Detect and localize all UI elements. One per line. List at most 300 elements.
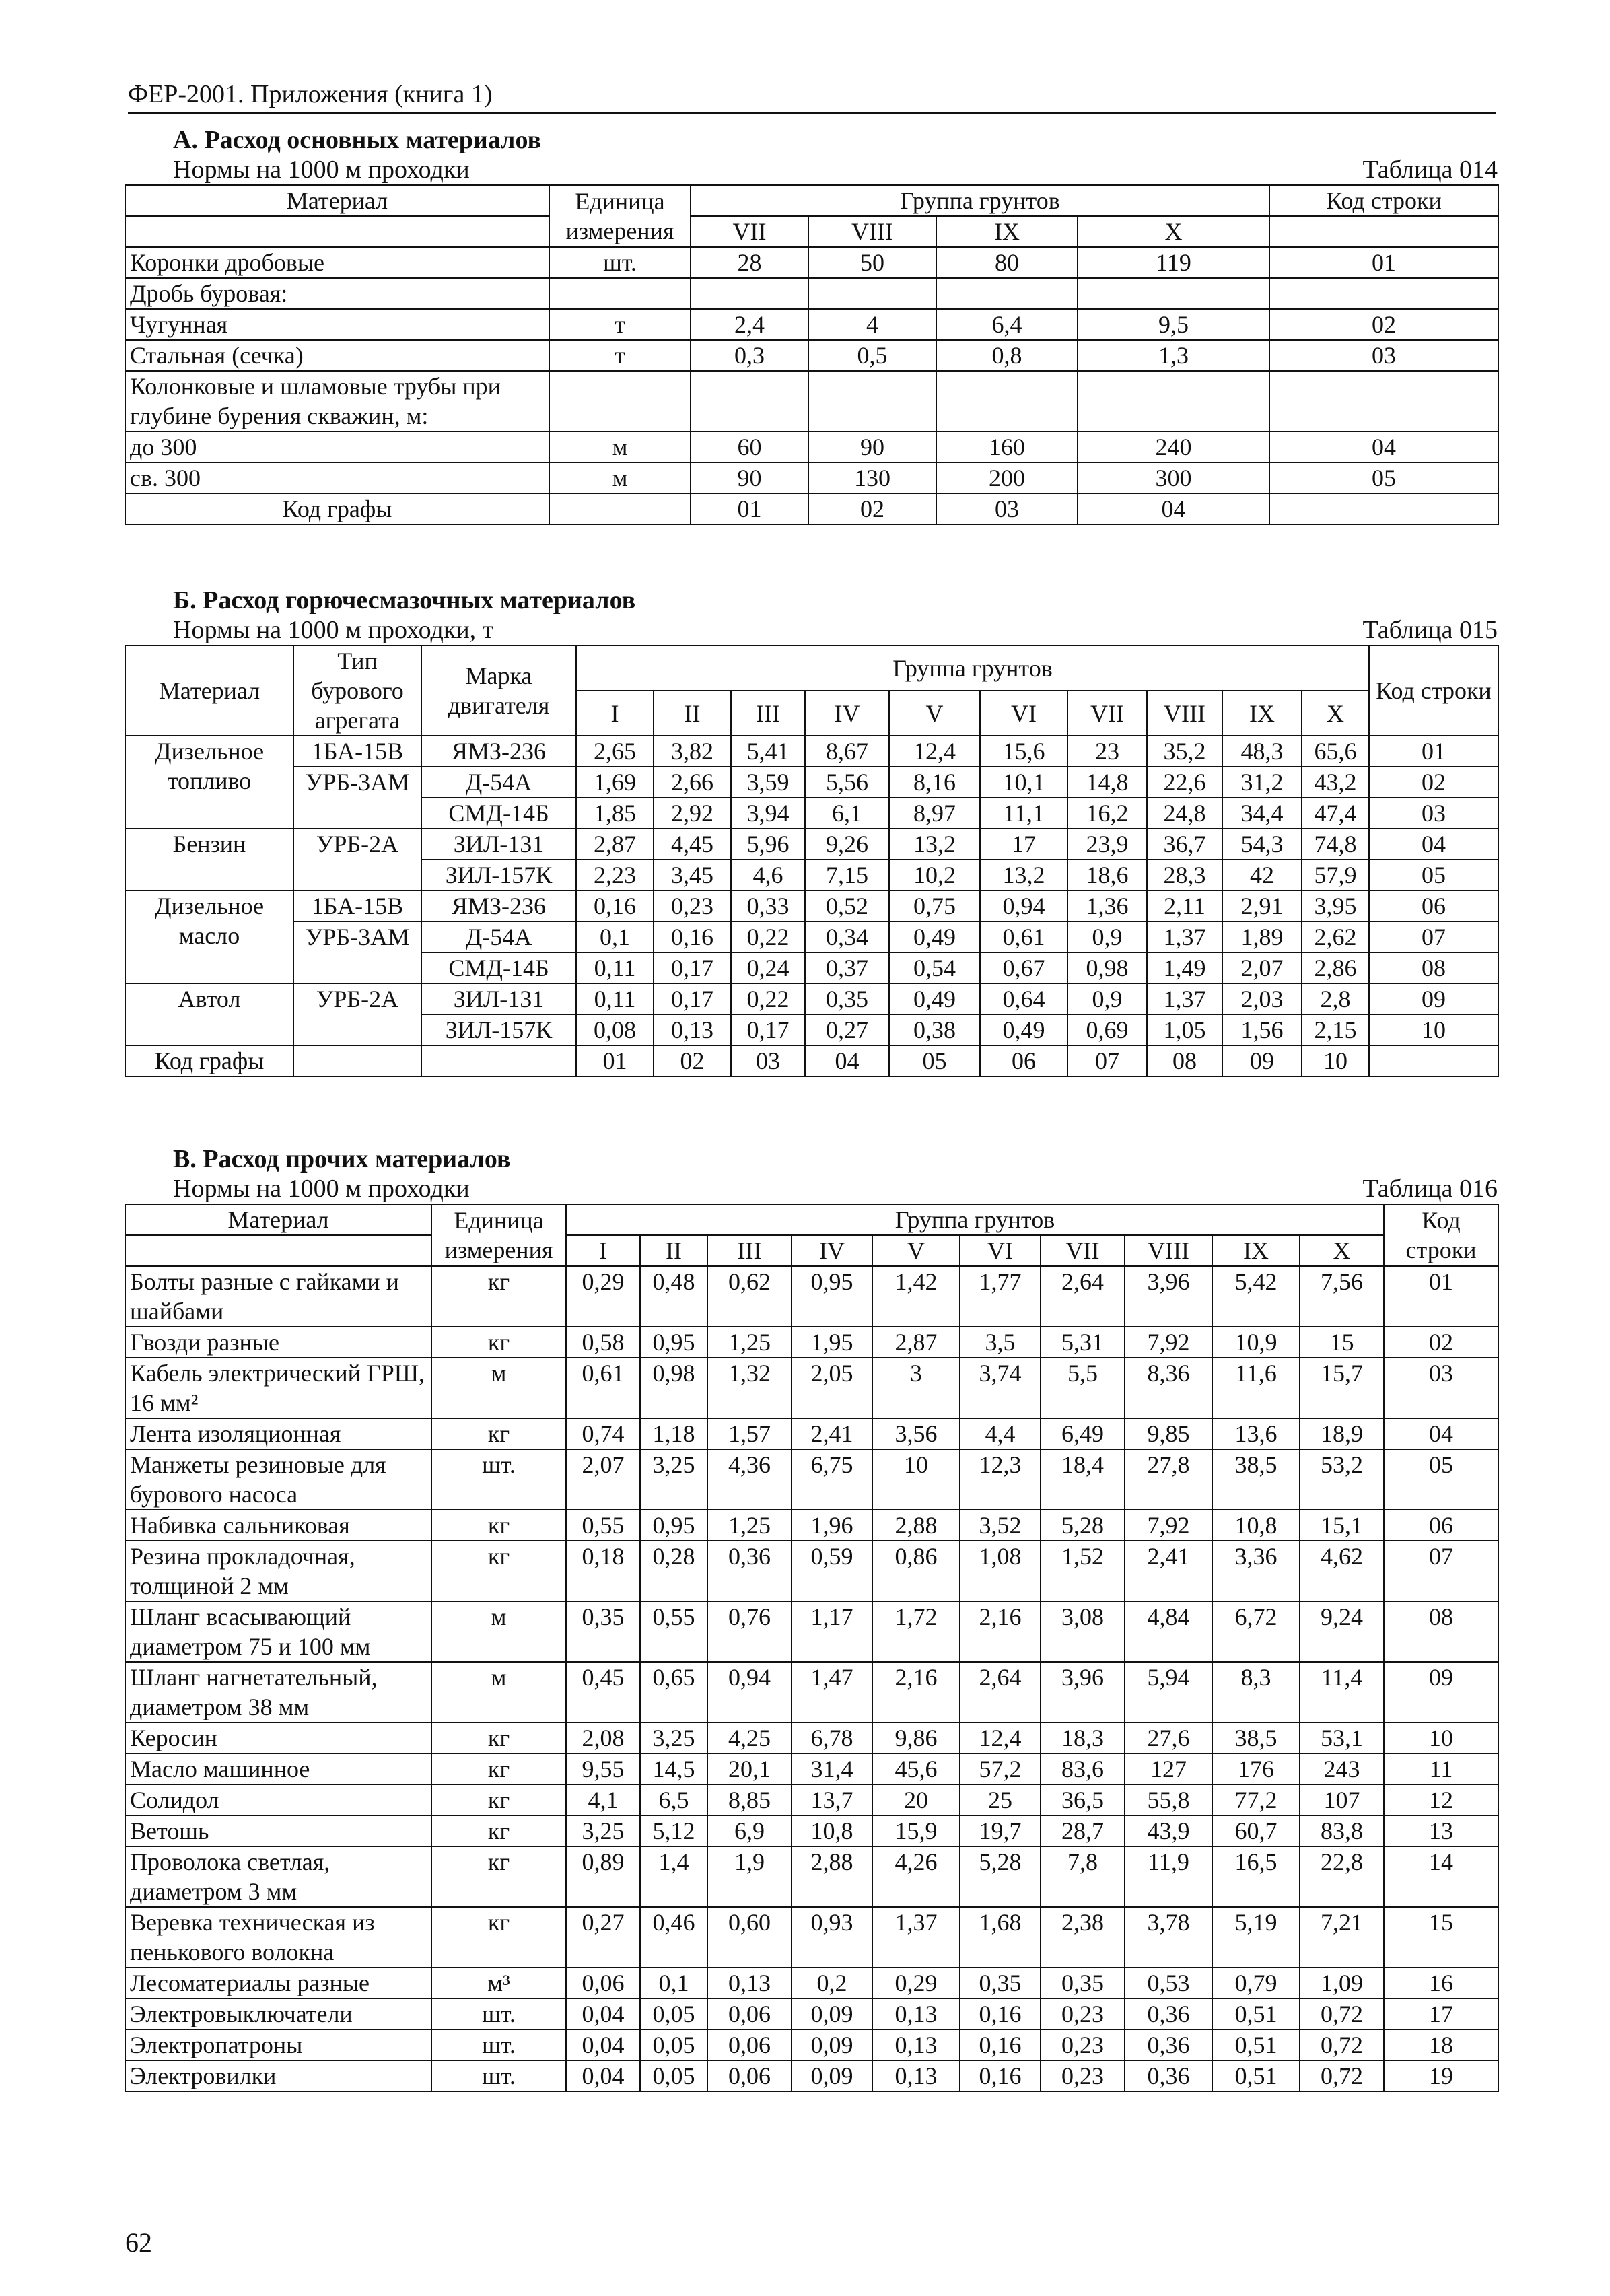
value-cell: 0,16 (960, 2029, 1041, 2060)
code-cell (1269, 278, 1498, 309)
value-cell: 28,3 (1147, 860, 1222, 891)
unit-cell: шт. (431, 2060, 566, 2091)
code-cell (1269, 493, 1498, 524)
table-row (125, 309, 1498, 340)
value-cell: 6,4 (936, 309, 1078, 340)
value-cell: 0,13 (654, 1014, 731, 1045)
value-cell: 0,23 (1041, 2060, 1125, 2091)
table-row (125, 1723, 1498, 1753)
value-cell: 15,9 (872, 1815, 960, 1846)
table-015 (125, 645, 1499, 1077)
value-cell: 03 (936, 493, 1078, 524)
material-cell: Болты разные с гайками и шайбами (125, 1266, 431, 1327)
table-row (125, 1998, 1498, 2029)
value-cell: 0,55 (640, 1601, 707, 1662)
value-cell: 3,45 (654, 860, 731, 891)
value-cell: 53,2 (1300, 1449, 1384, 1510)
value-cell: 8,67 (805, 736, 889, 767)
value-cell: 1,3 (1078, 340, 1269, 371)
value-cell: 05 (889, 1045, 980, 1076)
value-cell: 57,2 (960, 1753, 1041, 1784)
table-014 (125, 184, 1499, 525)
value-cell: 8,36 (1125, 1358, 1212, 1418)
value-cell: 0,04 (566, 2060, 640, 2091)
value-cell: 127 (1125, 1753, 1212, 1784)
value-cell: 0,74 (566, 1418, 640, 1449)
value-cell: 0,33 (731, 891, 805, 921)
table-row (125, 1662, 1498, 1723)
value-cell: 0,23 (654, 891, 731, 921)
value-cell: 0,18 (566, 1541, 640, 1601)
value-cell: 2,88 (872, 1510, 960, 1541)
page-header: ФЕР-2001. Приложения (книга 1) (128, 79, 1496, 114)
material-cell: Электровилки (125, 2060, 431, 2091)
value-cell: 1,57 (707, 1418, 792, 1449)
group-header: IV (805, 691, 889, 736)
table-row (125, 247, 1498, 278)
value-cell: 16,2 (1068, 798, 1147, 829)
value-cell: 160 (936, 431, 1078, 462)
value-cell: 0,79 (1212, 1968, 1300, 1998)
value-cell: 5,5 (1041, 1358, 1125, 1418)
value-cell: 28,7 (1041, 1815, 1125, 1846)
value-cell: 90 (691, 462, 808, 493)
col-header-unit: Единица измерения (431, 1204, 566, 1266)
group-header: X (1078, 216, 1269, 247)
value-cell: 8,97 (889, 798, 980, 829)
value-cell: 0,36 (1125, 1998, 1212, 2029)
value-cell (1078, 371, 1269, 431)
col-header-engine: Марка двигателя (421, 646, 576, 736)
value-cell: 0,98 (1068, 952, 1147, 983)
value-cell: 0,76 (707, 1601, 792, 1662)
value-cell: 10 (872, 1449, 960, 1510)
value-cell: 3,5 (960, 1327, 1041, 1358)
value-cell: 2,07 (566, 1449, 640, 1510)
value-cell: 0,61 (566, 1358, 640, 1418)
col-header-unit: Единица измерения (549, 185, 691, 247)
value-cell: 0,64 (980, 983, 1068, 1014)
material-cell: Электровыключатели (125, 1998, 431, 2029)
value-cell: 43,9 (1125, 1815, 1212, 1846)
value-cell: 300 (1078, 462, 1269, 493)
group-header: I (576, 691, 654, 736)
value-cell: 0,95 (792, 1266, 872, 1327)
value-cell: 200 (936, 462, 1078, 493)
table-row (125, 1327, 1498, 1358)
agg-cell: 1БА-15В (293, 736, 421, 767)
material-cell: Шланг нагнетательный, диаметром 38 мм (125, 1662, 431, 1723)
unit-cell: кг (431, 1784, 566, 1815)
unit-cell: кг (431, 1327, 566, 1358)
table-row (125, 1753, 1498, 1784)
value-cell: 08 (1147, 1045, 1222, 1076)
value-cell: 2,87 (872, 1327, 960, 1358)
value-cell: 0,49 (980, 1014, 1068, 1045)
value-cell: 0,16 (960, 2060, 1041, 2091)
value-cell: 4,1 (566, 1784, 640, 1815)
value-cell: 25 (960, 1784, 1041, 1815)
material-cell: Гвозди разные (125, 1327, 431, 1358)
value-cell: 11,1 (980, 798, 1068, 829)
value-cell: 1,89 (1222, 921, 1302, 952)
value-cell: 6,5 (640, 1784, 707, 1815)
value-cell: 0,36 (1125, 2029, 1212, 2060)
group-header: VII (691, 216, 808, 247)
value-cell: 7,15 (805, 860, 889, 891)
value-cell: 0,55 (566, 1510, 640, 1541)
value-cell: 4,84 (1125, 1601, 1212, 1662)
value-cell: 0,45 (566, 1662, 640, 1723)
table-row (125, 829, 1498, 860)
value-cell: 0,36 (1125, 2060, 1212, 2091)
value-cell: 0,05 (640, 1998, 707, 2029)
material-cell: Ветошь (125, 1815, 431, 1846)
value-cell: 5,94 (1125, 1662, 1212, 1723)
value-cell: 27,8 (1125, 1449, 1212, 1510)
unit-cell (549, 278, 691, 309)
unit-cell: т (549, 340, 691, 371)
code-cell: 16 (1384, 1968, 1498, 1998)
table-row (125, 736, 1498, 767)
value-cell: 1,96 (792, 1510, 872, 1541)
code-cell: 08 (1369, 952, 1498, 983)
code-cell: 06 (1384, 1510, 1498, 1541)
value-cell: 1,68 (960, 1907, 1041, 1968)
material-cell: св. 300 (125, 462, 549, 493)
code-cell: 05 (1369, 860, 1498, 891)
value-cell (691, 371, 808, 431)
value-cell: 0,72 (1300, 2060, 1384, 2091)
value-cell: 0,9 (1068, 921, 1147, 952)
unit-cell: шт. (431, 1449, 566, 1510)
value-cell: 0,06 (707, 2029, 792, 2060)
col-header-material-blank (125, 1235, 431, 1266)
table-row (125, 278, 1498, 309)
value-cell: 0,34 (805, 921, 889, 952)
value-cell: 02 (808, 493, 936, 524)
value-cell: 1,72 (872, 1601, 960, 1662)
value-cell: 2,16 (960, 1601, 1041, 1662)
col-header-agg: Тип бурового агрегата (293, 646, 421, 736)
value-cell: 3,74 (960, 1358, 1041, 1418)
value-cell: 6,72 (1212, 1601, 1300, 1662)
unit-cell: кг (431, 1846, 566, 1907)
col-header-material: Материал (125, 1204, 431, 1235)
value-cell: 74,8 (1302, 829, 1369, 860)
value-cell: 13,7 (792, 1784, 872, 1815)
value-cell: 0,51 (1212, 2029, 1300, 2060)
group-header: V (889, 691, 980, 736)
value-cell: 1,25 (707, 1510, 792, 1541)
value-cell: 1,37 (1147, 921, 1222, 952)
value-cell: 0,13 (872, 1998, 960, 2029)
table-row (125, 2029, 1498, 2060)
group-header: X (1302, 691, 1369, 736)
value-cell: 0,49 (889, 921, 980, 952)
table-row (125, 1907, 1498, 1968)
col-header-code: Код строки (1269, 185, 1498, 216)
unit-cell: кг (431, 1815, 566, 1846)
unit-cell: м (549, 462, 691, 493)
value-cell: 4,36 (707, 1449, 792, 1510)
value-cell: 0,11 (576, 952, 654, 983)
table-row (125, 1784, 1498, 1815)
code-cell: 02 (1384, 1327, 1498, 1358)
value-cell: 0,94 (980, 891, 1068, 921)
value-cell: 48,3 (1222, 736, 1302, 767)
value-cell: 3 (872, 1358, 960, 1418)
section-a (125, 125, 1498, 525)
value-cell: 0,95 (640, 1327, 707, 1358)
value-cell: 0,69 (1068, 1014, 1147, 1045)
group-header: VIII (1125, 1235, 1212, 1266)
value-cell: 6,49 (1041, 1418, 1125, 1449)
value-cell: 23,9 (1068, 829, 1147, 860)
value-cell: 16,5 (1212, 1846, 1300, 1907)
value-cell: 20,1 (707, 1753, 792, 1784)
value-cell: 2,11 (1147, 891, 1222, 921)
table-row (125, 493, 1498, 524)
agg-cell: 1БА-15В (293, 891, 421, 921)
col-header-code: Код строки (1384, 1204, 1498, 1266)
value-cell: 0,75 (889, 891, 980, 921)
table-row (125, 921, 1498, 952)
material-cell: Резина прокладочная, толщиной 2 мм (125, 1541, 431, 1601)
engine-cell: СМД-14Б (421, 798, 576, 829)
value-cell: 0,13 (707, 1968, 792, 1998)
value-cell (1078, 278, 1269, 309)
value-cell: 130 (808, 462, 936, 493)
value-cell: 0,17 (731, 1014, 805, 1045)
value-cell: 2,23 (576, 860, 654, 891)
value-cell: 5,42 (1212, 1266, 1300, 1327)
value-cell: 12,4 (960, 1723, 1041, 1753)
value-cell: 0,51 (1212, 1998, 1300, 2029)
value-cell: 42 (1222, 860, 1302, 891)
value-cell: 3,52 (960, 1510, 1041, 1541)
unit-cell: м³ (431, 1968, 566, 1998)
group-header: III (731, 691, 805, 736)
code-cell: 15 (1384, 1907, 1498, 1968)
group-header: VIII (1147, 691, 1222, 736)
value-cell: 1,36 (1068, 891, 1147, 921)
value-cell: 0,29 (872, 1968, 960, 1998)
value-cell: 1,52 (1041, 1541, 1125, 1601)
group-header: II (640, 1235, 707, 1266)
material-cell: Бензин (125, 829, 293, 891)
value-cell: 2,8 (1302, 983, 1369, 1014)
value-cell: 9,85 (1125, 1418, 1212, 1449)
material-cell: Лента изоляционная (125, 1418, 431, 1449)
value-cell: 28 (691, 247, 808, 278)
material-cell: Манжеты резиновые для бурового насоса (125, 1449, 431, 1510)
value-cell: 0,9 (1068, 983, 1147, 1014)
value-cell: 1,37 (872, 1907, 960, 1968)
unit-cell: шт. (431, 1998, 566, 2029)
value-cell: 0,1 (576, 921, 654, 952)
value-cell: 8,3 (1212, 1662, 1300, 1723)
value-cell (691, 278, 808, 309)
value-cell: 6,9 (707, 1815, 792, 1846)
value-cell: 06 (980, 1045, 1068, 1076)
value-cell: 0,94 (707, 1662, 792, 1723)
engine-cell: ЗИЛ-131 (421, 829, 576, 860)
value-cell: 4,26 (872, 1846, 960, 1907)
group-header: VII (1068, 691, 1147, 736)
table-row (125, 1510, 1498, 1541)
group-header: VI (960, 1235, 1041, 1266)
value-cell: 1,18 (640, 1418, 707, 1449)
value-cell: 45,6 (872, 1753, 960, 1784)
unit-cell: кг (431, 1753, 566, 1784)
code-cell: 11 (1384, 1753, 1498, 1784)
value-cell (808, 278, 936, 309)
table-014-label: Таблица 014 (1362, 155, 1498, 184)
value-cell: 0,06 (707, 2060, 792, 2091)
group-header: IX (936, 216, 1078, 247)
value-cell: 0,59 (792, 1541, 872, 1601)
value-cell: 3,78 (1125, 1907, 1212, 1968)
value-cell: 0,53 (1125, 1968, 1212, 1998)
value-cell: 38,5 (1212, 1449, 1300, 1510)
value-cell: 55,8 (1125, 1784, 1212, 1815)
table-row (125, 371, 1498, 431)
value-cell: 0,11 (576, 983, 654, 1014)
code-cell: 17 (1384, 1998, 1498, 2029)
code-cell: 05 (1269, 462, 1498, 493)
value-cell: 4 (808, 309, 936, 340)
value-cell: 0,60 (707, 1907, 792, 1968)
value-cell: 0,3 (691, 340, 808, 371)
value-cell: 2,91 (1222, 891, 1302, 921)
code-cell: 03 (1384, 1358, 1498, 1418)
value-cell: 5,28 (960, 1846, 1041, 1907)
value-cell: 1,42 (872, 1266, 960, 1327)
code-cell (1369, 1045, 1498, 1076)
material-cell: Керосин (125, 1723, 431, 1753)
value-cell: 8,85 (707, 1784, 792, 1815)
value-cell: 36,5 (1041, 1784, 1125, 1815)
table-row (125, 1541, 1498, 1601)
value-cell: 10,2 (889, 860, 980, 891)
value-cell: 9,5 (1078, 309, 1269, 340)
section-v-title: В. Расход прочих материалов (173, 1145, 511, 1173)
table-row (125, 1815, 1498, 1846)
value-cell: 01 (691, 493, 808, 524)
value-cell (936, 371, 1078, 431)
group-header: I (566, 1235, 640, 1266)
value-cell: 3,25 (640, 1723, 707, 1753)
value-cell: 31,2 (1222, 767, 1302, 798)
table-row (125, 1968, 1498, 1998)
table-row (125, 891, 1498, 921)
engine-cell: ЗИЛ-157К (421, 860, 576, 891)
col-header-group: Группа грунтов (691, 185, 1269, 216)
code-cell: 12 (1384, 1784, 1498, 1815)
engine-cell: ЗИЛ-157К (421, 1014, 576, 1045)
value-cell: 0,89 (566, 1846, 640, 1907)
engine-cell: ЯМЗ-236 (421, 736, 576, 767)
value-cell: 10,1 (980, 767, 1068, 798)
material-cell: Шланг всасывающий диаметром 75 и 100 мм (125, 1601, 431, 1662)
value-cell: 80 (936, 247, 1078, 278)
value-cell: 04 (805, 1045, 889, 1076)
table-row (125, 767, 1498, 798)
value-cell: 0,35 (805, 983, 889, 1014)
col-header-group: Группа грунтов (566, 1204, 1384, 1235)
value-cell: 1,9 (707, 1846, 792, 1907)
value-cell: 10 (1302, 1045, 1369, 1076)
material-cell: Проволока светлая, диаметром 3 мм (125, 1846, 431, 1907)
value-cell: 2,92 (654, 798, 731, 829)
value-cell: 17 (980, 829, 1068, 860)
value-cell: 4,6 (731, 860, 805, 891)
value-cell: 22,6 (1147, 767, 1222, 798)
value-cell: 83,6 (1041, 1753, 1125, 1784)
value-cell: 9,86 (872, 1723, 960, 1753)
code-cell: 10 (1384, 1723, 1498, 1753)
group-header: II (654, 691, 731, 736)
code-cell: 04 (1369, 829, 1498, 860)
value-cell: 0,46 (640, 1907, 707, 1968)
value-cell: 0,13 (872, 2060, 960, 2091)
value-cell: 57,9 (1302, 860, 1369, 891)
value-cell: 15,7 (1300, 1358, 1384, 1418)
value-cell: 2,38 (1041, 1907, 1125, 1968)
value-cell: 13,2 (980, 860, 1068, 891)
value-cell: 0,17 (654, 983, 731, 1014)
value-cell: 7,8 (1041, 1846, 1125, 1907)
value-cell: 20 (872, 1784, 960, 1815)
value-cell: 0,28 (640, 1541, 707, 1601)
value-cell: 3,95 (1302, 891, 1369, 921)
value-cell: 5,19 (1212, 1907, 1300, 1968)
value-cell: 5,96 (731, 829, 805, 860)
engine-cell: СМД-14Б (421, 952, 576, 983)
group-header: IX (1212, 1235, 1300, 1266)
code-cell: 01 (1384, 1266, 1498, 1327)
value-cell: 2,65 (576, 736, 654, 767)
table-row (125, 1266, 1498, 1327)
section-v (125, 1144, 1498, 2092)
value-cell: 0,61 (980, 921, 1068, 952)
value-cell: 107 (1300, 1784, 1384, 1815)
value-cell: 23 (1068, 736, 1147, 767)
value-cell: 0,09 (792, 1998, 872, 2029)
value-cell: 3,82 (654, 736, 731, 767)
value-cell: 0,24 (731, 952, 805, 983)
value-cell: 09 (1222, 1045, 1302, 1076)
unit-cell: кг (431, 1266, 566, 1327)
value-cell: 0,36 (707, 1541, 792, 1601)
value-cell: 2,62 (1302, 921, 1369, 952)
value-cell: 54,3 (1222, 829, 1302, 860)
value-cell: 0,23 (1041, 1998, 1125, 2029)
value-cell: 0,35 (960, 1968, 1041, 1998)
value-cell: 1,49 (1147, 952, 1222, 983)
value-cell: 2,88 (792, 1846, 872, 1907)
unit-cell: кг (431, 1418, 566, 1449)
value-cell: 0,48 (640, 1266, 707, 1327)
value-cell: 0,52 (805, 891, 889, 921)
value-cell: 1,4 (640, 1846, 707, 1907)
col-header-material: Материал (125, 646, 293, 736)
value-cell: 3,25 (640, 1449, 707, 1510)
value-cell: 24,8 (1147, 798, 1222, 829)
value-cell: 0,37 (805, 952, 889, 983)
unit-cell: м (431, 1358, 566, 1418)
